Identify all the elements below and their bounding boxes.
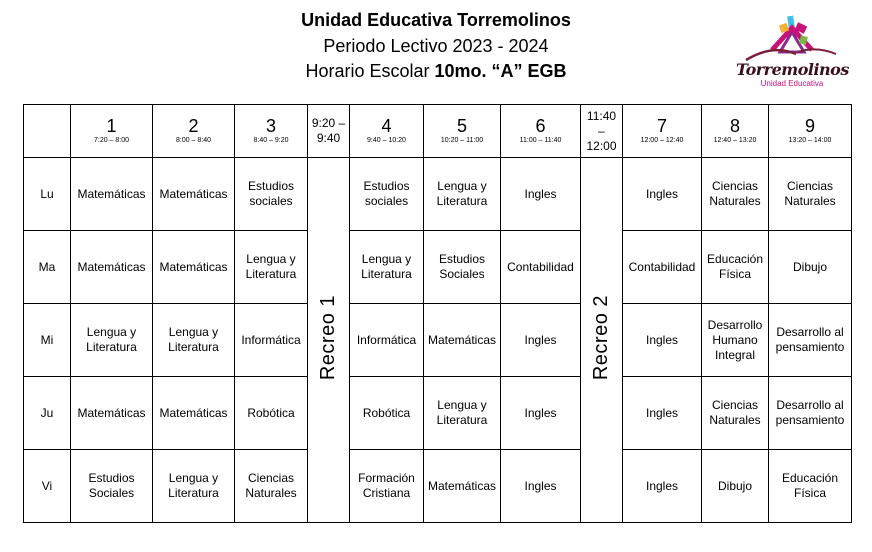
class-cell: Robótica <box>350 377 424 450</box>
period-header-3 <box>235 105 308 158</box>
period-header-9 <box>769 105 852 158</box>
school-period: Periodo Lectivo 2023 - 2024 <box>323 36 549 56</box>
period-number: 9 <box>804 116 815 136</box>
school-logo <box>736 14 848 92</box>
day-label: Lu <box>24 158 71 231</box>
class-cell: Ingles <box>623 158 702 231</box>
class-cell: Ciencias Naturales <box>702 158 769 231</box>
period-header-4 <box>350 105 424 158</box>
class-cell: Educación Física <box>702 231 769 304</box>
period-header-8 <box>702 105 769 158</box>
day-row-vi <box>24 450 852 523</box>
period-number: 7 <box>656 116 667 136</box>
break-time-2: 11:40 – 12:00 <box>581 105 623 158</box>
day-row-ma <box>24 231 852 304</box>
period-header-1 <box>71 105 153 158</box>
class-cell: Formación Cristiana <box>350 450 424 523</box>
class-cell: Matemáticas <box>71 158 153 231</box>
class-cell: Lengua y Literatura <box>424 377 501 450</box>
class-cell: Estudios sociales <box>350 158 424 231</box>
class-cell: Estudios sociales <box>235 158 308 231</box>
header-row <box>24 105 852 158</box>
logo-subtitle: Unidad Educativa <box>760 79 824 88</box>
class-cell: Dibujo <box>769 231 852 304</box>
recess-cell-1 <box>308 158 350 523</box>
class-cell: Lengua y Literatura <box>350 231 424 304</box>
class-cell: Ciencias Naturales <box>769 158 852 231</box>
class-cell: Ciencias Naturales <box>702 377 769 450</box>
recess-cell-2 <box>581 158 623 523</box>
period-header-2 <box>153 105 235 158</box>
class-cell: Desarrollo al pensamiento <box>769 304 852 377</box>
class-cell: Matemáticas <box>71 377 153 450</box>
class-cell: Lengua y Literatura <box>153 450 235 523</box>
class-cell: Contabilidad <box>623 231 702 304</box>
schedule-course: 10mo. “A” EGB <box>434 61 567 81</box>
period-time: 8:40 – 9:20 <box>253 137 289 144</box>
class-cell: Informática <box>235 304 308 377</box>
period-time: 7:20 – 8:00 <box>93 137 130 144</box>
recess-label: Recreo 1 <box>317 295 339 381</box>
period-time: 13:20 – 14:00 <box>788 137 832 144</box>
period-time: 10:20 – 11:00 <box>440 137 484 144</box>
period-number: 2 <box>188 116 199 136</box>
class-cell: Matemáticas <box>153 231 235 304</box>
period-header-6 <box>501 105 581 158</box>
corner-cell <box>24 105 71 158</box>
recess-label: Recreo 2 <box>590 295 612 381</box>
day-label: Ma <box>24 231 71 304</box>
class-cell: Matemáticas <box>424 304 501 377</box>
day-row-ju <box>24 377 852 450</box>
class-cell: Matemáticas <box>153 158 235 231</box>
class-cell: Lengua y Literatura <box>71 304 153 377</box>
period-time: 12:40 – 13:20 <box>713 137 757 144</box>
schedule-table <box>23 104 852 523</box>
period-number: 4 <box>381 116 392 136</box>
class-cell: Lengua y Literatura <box>235 231 308 304</box>
period-number: 5 <box>456 116 467 136</box>
class-cell: Ingles <box>501 450 581 523</box>
period-number: 8 <box>729 116 740 136</box>
class-cell: Ingles <box>501 304 581 377</box>
class-cell: Informática <box>350 304 424 377</box>
period-header-5 <box>424 105 501 158</box>
class-cell: Ingles <box>501 377 581 450</box>
class-cell: Ingles <box>623 450 702 523</box>
school-name: Unidad Educativa Torremolinos <box>301 10 571 30</box>
class-cell: Desarrollo Humano Integral <box>702 304 769 377</box>
class-cell: Desarrollo al pensamiento <box>769 377 852 450</box>
period-time: 9:40 – 10:20 <box>367 137 406 144</box>
class-cell: Estudios Sociales <box>424 231 501 304</box>
logo-name: Torremolinos <box>736 60 849 79</box>
class-cell: Matemáticas <box>71 231 153 304</box>
period-number: 3 <box>265 116 276 136</box>
class-cell: Lengua y Literatura <box>153 304 235 377</box>
period-header-7 <box>623 105 702 158</box>
class-cell: Educación Física <box>769 450 852 523</box>
day-label: Vi <box>24 450 71 523</box>
period-time: 11:00 – 11:40 <box>519 137 562 144</box>
break-time-1: 9:20 – 9:40 <box>308 105 350 158</box>
class-cell: Matemáticas <box>424 450 501 523</box>
class-cell: Ingles <box>501 158 581 231</box>
day-label: Mi <box>24 304 71 377</box>
period-time: 12:00 – 12:40 <box>640 137 684 144</box>
class-cell: Ingles <box>623 304 702 377</box>
day-label: Ju <box>24 377 71 450</box>
schedule-title-prefix: Horario Escolar <box>305 61 435 81</box>
class-cell: Estudios Sociales <box>71 450 153 523</box>
class-cell: Ciencias Naturales <box>235 450 308 523</box>
class-cell: Ingles <box>623 377 702 450</box>
period-number: 6 <box>535 116 546 136</box>
period-number: 1 <box>106 116 117 136</box>
class-cell: Lengua y Literatura <box>424 158 501 231</box>
class-cell: Contabilidad <box>501 231 581 304</box>
class-cell: Dibujo <box>702 450 769 523</box>
day-row-lu <box>24 158 852 231</box>
day-row-mi <box>24 304 852 377</box>
class-cell: Matemáticas <box>153 377 235 450</box>
class-cell: Robótica <box>235 377 308 450</box>
period-time: 8:00 – 8:40 <box>175 137 212 144</box>
